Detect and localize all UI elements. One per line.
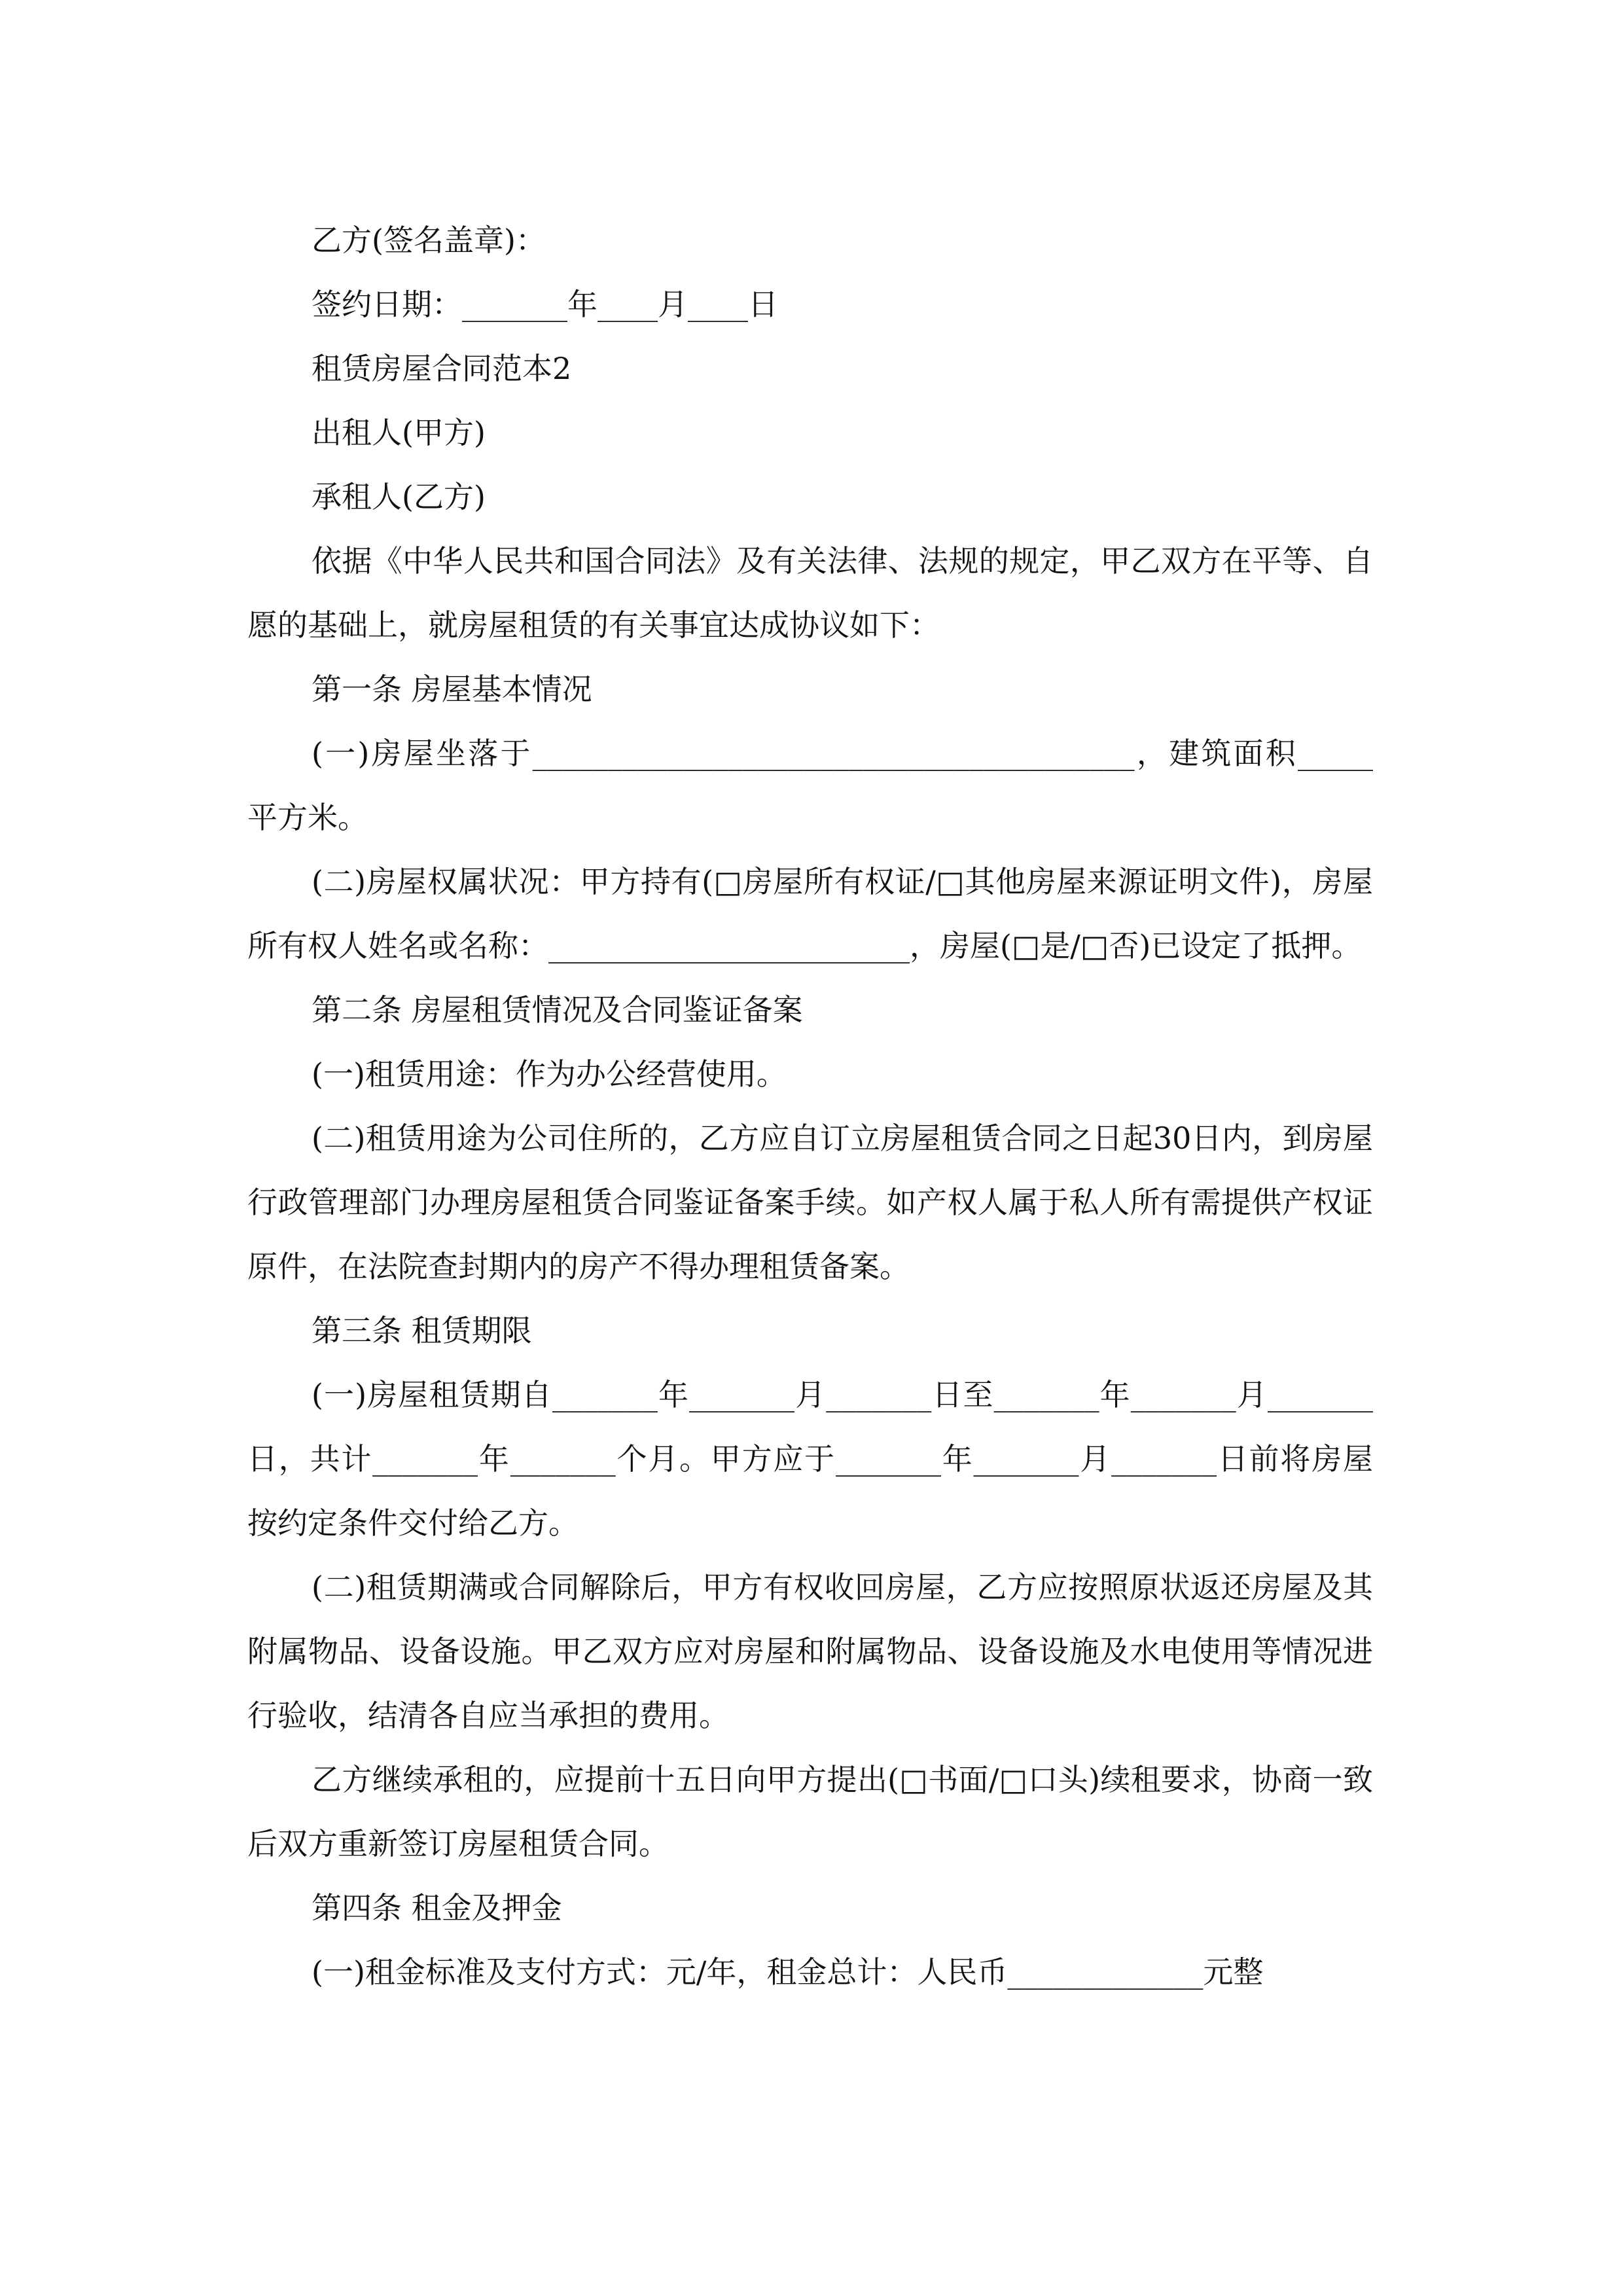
signing-date-line: 签约日期：_______年____月____日 [312,287,778,322]
preamble-paragraph: 依据《中华人民共和国合同法》及有关法律、法规的规定，甲乙双方在平等、自愿的基础上，就房屋租赁的有关事宜达成协议如下： [247,543,1373,643]
lessor-line: 出租人(甲方) [312,415,486,450]
article-3-clause-1: (一)房屋租赁期自_______年_______月_______日至_______年_______月_______日，共计_______年_______个月。甲方应于_______年_______月_______日前将房屋按约定条件交付给乙方。 [247,1377,1373,1541]
article-4-clause-1: (一)租金标准及支付方式：元/年，租金总计：人民币_____________元整 [312,1954,1264,1990]
article-4-heading: 第四条 租金及押金 [312,1890,562,1926]
article-2-heading: 第二条 房屋租赁情况及合同鉴证备案 [312,992,803,1028]
party-b-signature-line: 乙方(签名盖章)： [312,223,546,258]
article-2-clause-2: (二)租赁用途为公司住所的，乙方应自订立房屋租赁合同之日起30日内，到房屋行政管理部门办理房屋租赁合同鉴证备案手续。如产权人属于私人所有需提供产权证原件，在法院查封期内的房产不得办理租赁备案。 [247,1121,1373,1284]
article-2-clause-1: (一)租赁用途：作为办公经营使用。 [312,1056,787,1092]
article-1-clause-1: (一)房屋坐落于________________________________________，建筑面积_____平方米。 [247,736,1373,835]
lessee-line: 承租人(乙方) [312,479,486,514]
document-body [247,208,1373,2004]
article-3-clause-2: (二)租赁期满或合同解除后，甲方有权收回房屋，乙方应按照原状返还房屋及其附属物品、设备设施。甲乙双方应对房屋和附属物品、设备设施及水电使用等情况进行验收，结清各自应当承担的费用。 [247,1570,1373,1733]
article-1-clause-2: (二)房屋权属状况：甲方持有(□房屋所有权证/□其他房屋来源证明文件)，房屋所有权人姓名或名称：________________________，房屋(□是/□否)已设定了抵押。 [247,864,1373,963]
article-3-renewal-paragraph: 乙方继续承租的，应提前十五日向甲方提出(□书面/□口头)续租要求，协商一致后双方重新签订房屋租赁合同。 [247,1762,1373,1861]
article-3-heading: 第三条 租赁期限 [312,1313,532,1348]
contract-title: 租赁房屋合同范本2 [312,351,572,386]
article-1-heading: 第一条 房屋基本情况 [312,672,592,707]
